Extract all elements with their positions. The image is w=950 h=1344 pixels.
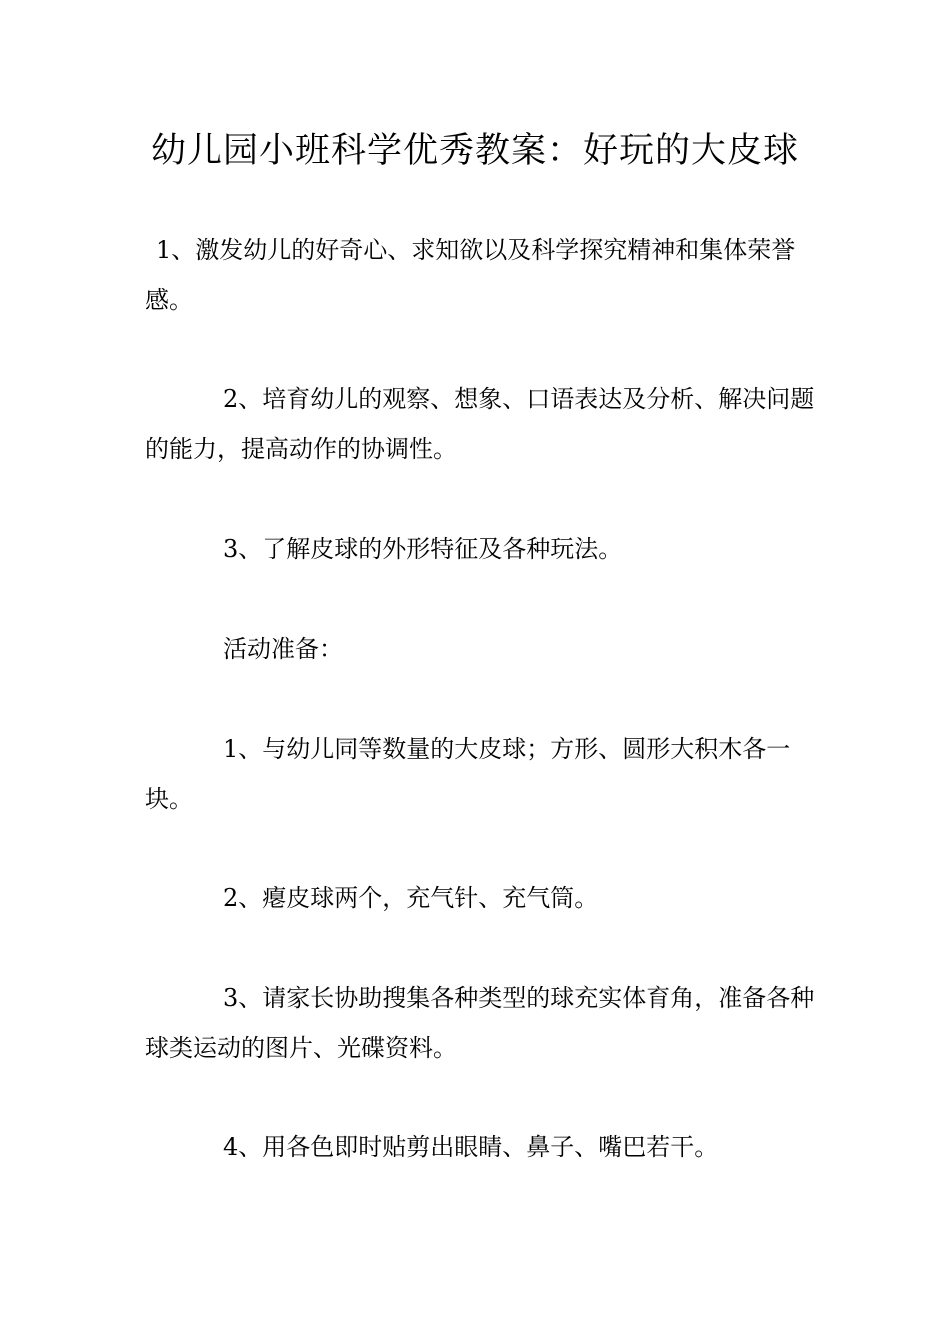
paragraph-prep-1: 1、与幼儿同等数量的大皮球；方形、圆形大积木各一块。	[145, 735, 791, 813]
paragraph-prep-3: 3、请家长协助搜集各种类型的球充实体育角，准备各种球类运动的图片、光碟资料。	[145, 984, 815, 1062]
paragraph-prep-2: 2、瘪皮球两个，充气针、充气筒。	[223, 884, 599, 912]
document-title: 幼儿园小班科学优秀教案：好玩的大皮球	[150, 131, 799, 171]
paragraph-goal-2: 2、培育幼儿的观察、想象、口语表达及分析、解决问题的能力，提高动作的协调性。	[145, 385, 815, 463]
paragraph-goal-3: 3、了解皮球的外形特征及各种玩法。	[223, 535, 623, 563]
section-heading-preparation: 活动准备：	[223, 635, 343, 663]
paragraph-prep-4: 4、用各色即时贴剪出眼睛、鼻子、嘴巴若干。	[223, 1133, 719, 1161]
paragraph-goal-1: 1、激发幼儿的好奇心、求知欲以及科学探究精神和集体荣誉感。	[145, 236, 796, 314]
